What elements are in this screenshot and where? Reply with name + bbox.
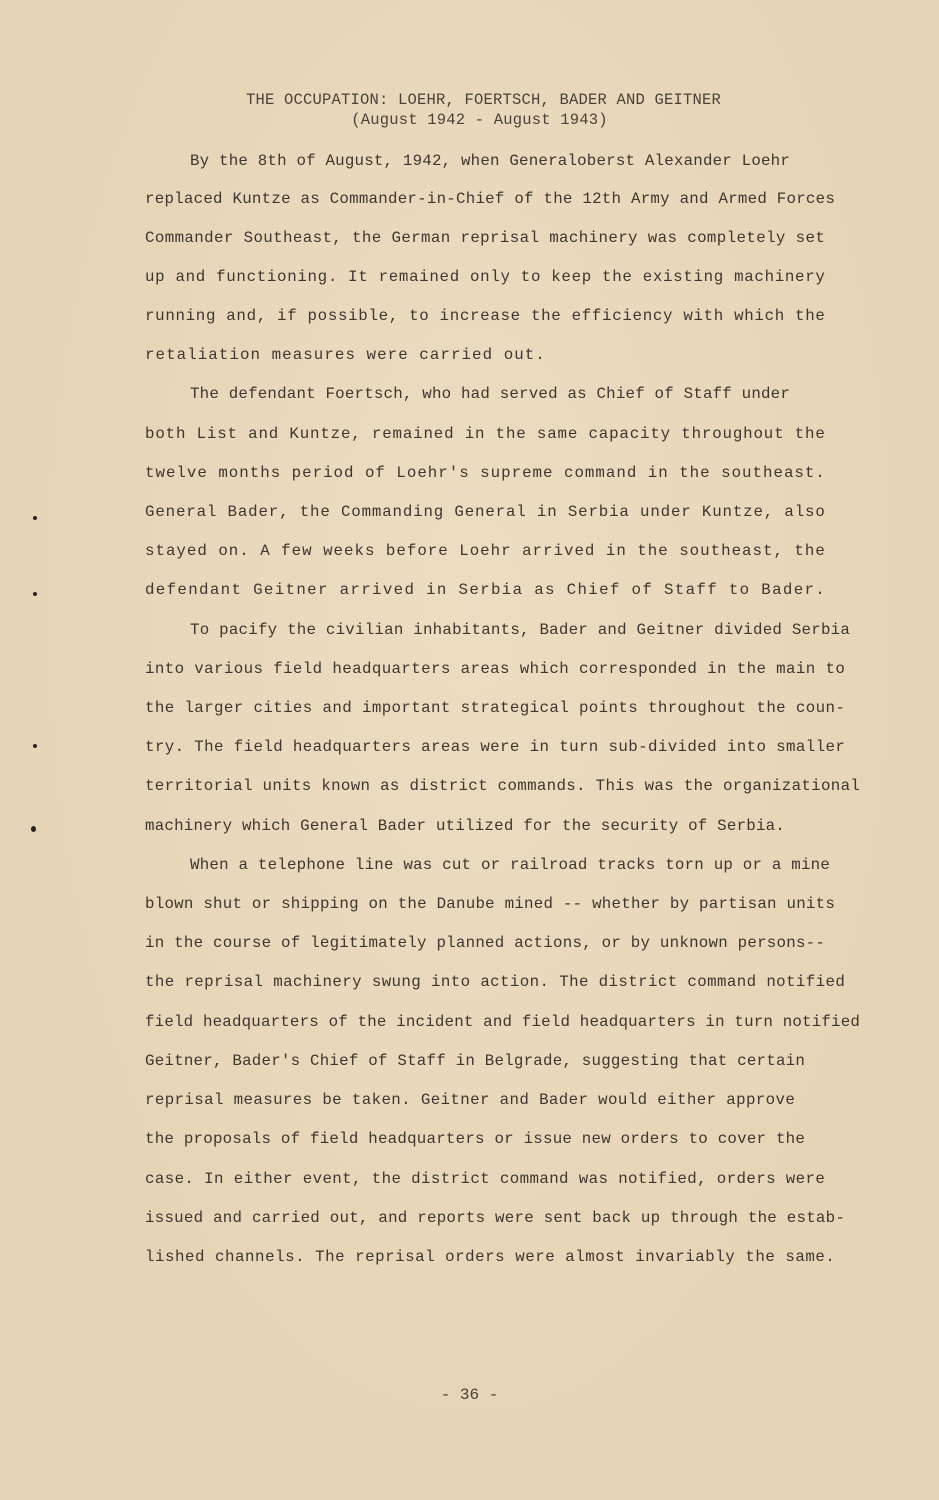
- text-line: territorial units known as district commands. This was the organizational: [145, 777, 861, 795]
- document-title: THE OCCUPATION: LOEHR, FOERTSCH, BADER AND GEITNER: [245, 91, 722, 109]
- text-line: machinery which General Bader utilized for the security of Serbia.: [145, 817, 786, 835]
- text-line: The defendant Foertsch, who had served as Chief of Staff under: [190, 385, 791, 403]
- text-line: try. The field headquarters areas were in turn sub-divided into smaller: [145, 738, 846, 756]
- document-date-range: (August 1942 - August 1943): [351, 111, 608, 129]
- text-line: By the 8th of August, 1942, when Generaloberst Alexander Loehr: [190, 152, 791, 170]
- text-line: Commander Southeast, the German reprisal machinery was completely set: [145, 229, 826, 247]
- text-line: lished channels. The reprisal orders were almost invariably the same.: [145, 1248, 836, 1266]
- text-line: case. In either event, the district command was notified, orders were: [145, 1170, 826, 1188]
- text-line: field headquarters of the incident and field headquarters in turn notified: [145, 1013, 861, 1031]
- margin-mark: [33, 516, 37, 520]
- text-line: running and, if possible, to increase the efficiency with which the: [145, 307, 826, 325]
- text-line: in the course of legitimately planned actions, or by unknown persons--: [145, 934, 826, 952]
- text-line: the proposals of field headquarters or issue new orders to cover the: [145, 1130, 806, 1148]
- text-line: stayed on. A few weeks before Loehr arrived in the southeast, the: [145, 542, 826, 560]
- text-line: issued and carried out, and reports were sent back up through the estab-: [145, 1209, 846, 1227]
- text-line: replaced Kuntze as Commander-in-Chief of the 12th Army and Armed Forces: [145, 190, 836, 208]
- text-line: both List and Kuntze, remained in the same capacity throughout the: [145, 425, 826, 443]
- text-line: reprisal measures be taken. Geitner and Bader would either approve: [145, 1091, 796, 1109]
- text-line: defendant Geitner arrived in Serbia as Chief of Staff to Bader.: [145, 581, 827, 599]
- text-line: the larger cities and important strategical points throughout the coun-: [145, 699, 846, 717]
- text-line: To pacify the civilian inhabitants, Bader and Geitner divided Serbia: [190, 621, 851, 639]
- text-line: up and functioning. It remained only to keep the existing machinery: [145, 268, 826, 286]
- page-number: - 36 -: [440, 1386, 499, 1404]
- text-line: retaliation measures were carried out.: [145, 346, 546, 364]
- text-line: the reprisal machinery swung into action. The district command notified: [145, 973, 846, 991]
- text-line: General Bader, the Commanding General in Serbia under Kuntze, also: [145, 503, 826, 521]
- margin-mark: [31, 826, 36, 832]
- text-line: When a telephone line was cut or railroad tracks torn up or a mine: [190, 856, 831, 874]
- text-line: into various field headquarters areas which corresponded in the main to: [145, 660, 846, 678]
- margin-mark: [33, 592, 37, 596]
- text-line: Geitner, Bader's Chief of Staff in Belgrade, suggesting that certain: [145, 1052, 806, 1070]
- text-line: blown shut or shipping on the Danube mined -- whether by partisan units: [145, 895, 836, 913]
- margin-mark: [33, 744, 37, 748]
- text-line: twelve months period of Loehr's supreme command in the southeast.: [145, 464, 826, 482]
